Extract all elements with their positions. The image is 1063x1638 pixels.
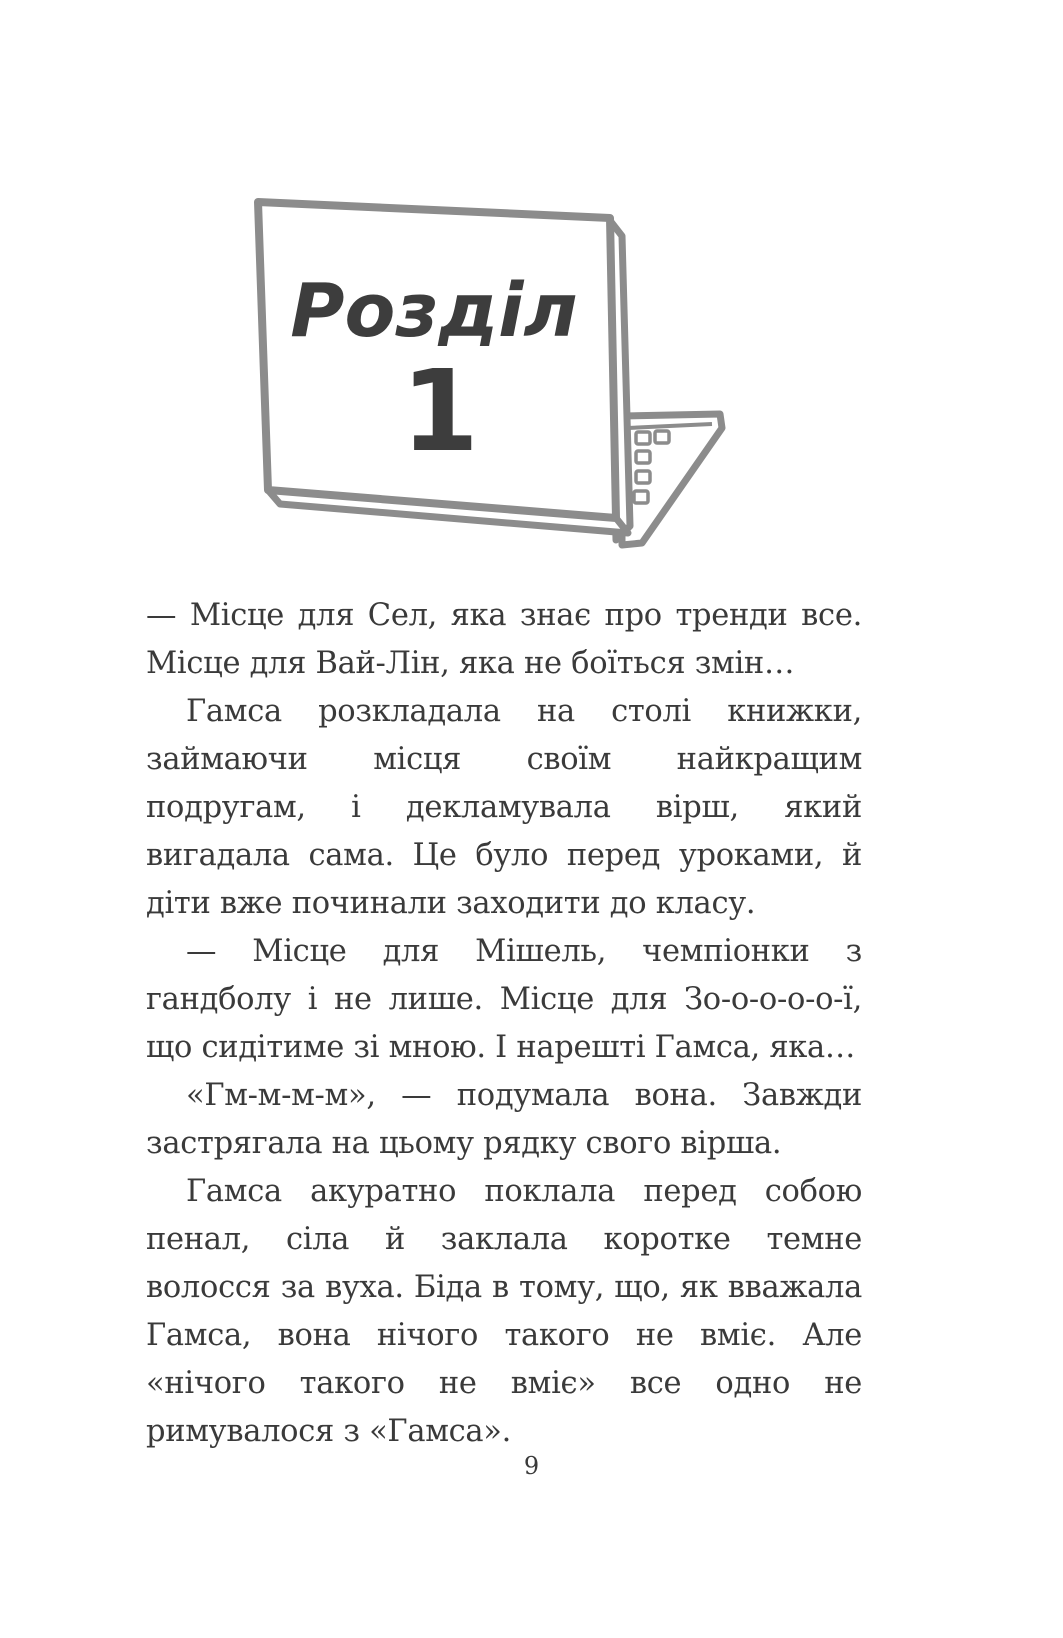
paragraph: Гамса акуратно поклала перед собою пенал, сіла й заклала коротке темне волосся за вуха. Біда в тому, що, як вважала Гамса, вона нічого такого не вміє. Але «нічого такого не вміє» все одно не римувалося з «Гамса». [146, 1174, 862, 1449]
chapter-illustration [250, 188, 750, 588]
paragraph: Гамса розкладала на столі книжки, займаючи місця своїм найкращим подругам, і декламувала вірш, який вигадала сама. Це було перед уроками, й діти вже починали заходити до класу. [146, 694, 862, 921]
laptop-illustration [250, 188, 750, 588]
paragraph: — Місце для Мішель, чемпіонки з гандболу і не лише. Місце для Зо-о-о-о-о-ї, що сидітиме зі мною. І нарешті Гамса, яка… [146, 934, 862, 1065]
chapter-number: 1 [401, 347, 479, 477]
paragraph: — Місце для Сел, яка знає про тренди все. Місце для Вай-Лін, яка не боїться змін… [146, 598, 862, 681]
page-number: 9 [523, 1452, 540, 1480]
paragraph: «Гм-м-м-м», — подумала вона. Завжди застрягала на цьому рядку свого вірша. [146, 1078, 862, 1161]
chapter-title: Розділ [290, 268, 578, 354]
body-text [146, 592, 862, 1456]
